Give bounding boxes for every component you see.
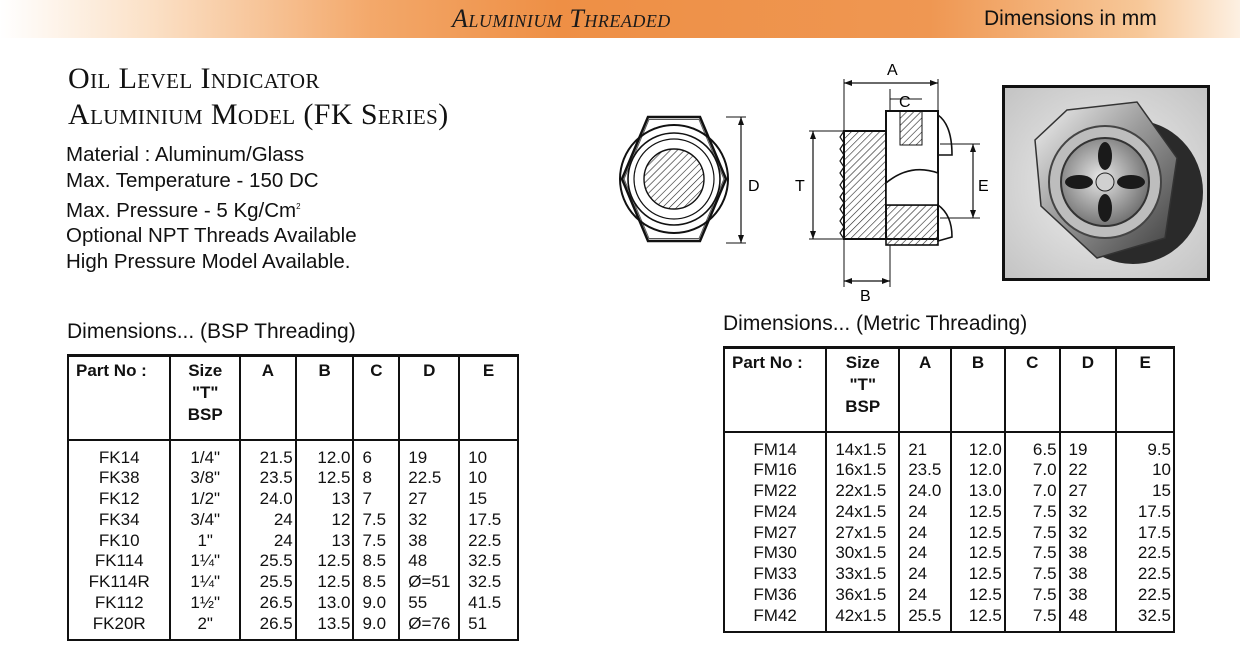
- table-cell: FM24: [753, 501, 797, 521]
- table-cell: 1¼": [190, 572, 221, 592]
- table-cell: 27: [408, 489, 428, 509]
- table-cell: FM14: [753, 439, 797, 459]
- table-cell: 22: [1068, 460, 1088, 480]
- table-cell: 48: [1068, 605, 1088, 625]
- column-b: [296, 440, 354, 640]
- table-cell: 24.0: [259, 489, 293, 509]
- table-cell: 32: [1068, 522, 1088, 542]
- table-cell: 13.0: [317, 593, 351, 613]
- table-cell: 24: [908, 585, 928, 605]
- table-cell: 10: [468, 468, 488, 488]
- table-cell: 26.5: [259, 613, 293, 633]
- table-cell: 23.5: [908, 460, 942, 480]
- column-a: [899, 432, 951, 632]
- header-c: C: [1005, 348, 1060, 432]
- table-cell: FM36: [753, 585, 797, 605]
- column-part: [68, 440, 170, 640]
- product-photo: [1002, 85, 1210, 281]
- table-cell: 1¼": [190, 551, 221, 571]
- table-cell: Ø=51: [408, 572, 451, 592]
- column-d: [1060, 432, 1117, 632]
- header-a: A: [899, 348, 951, 432]
- table-cell: 24: [908, 543, 928, 563]
- table-cell: 25.5: [259, 572, 293, 592]
- table-cell: 24: [908, 522, 928, 542]
- section-title: Aluminium Threaded: [452, 4, 671, 33]
- table-cell: FK112: [94, 593, 144, 613]
- table-cell: 3/8": [190, 468, 221, 488]
- header-d: D: [399, 356, 459, 440]
- dim-label-e: E: [978, 178, 989, 195]
- product-title-line2: Aluminium Model (FK Series): [68, 98, 449, 131]
- header-part-no: Part No :: [724, 348, 826, 432]
- table-cell: 21: [908, 439, 928, 459]
- spec-pressure-text: Max. Pressure - 5 Kg/Cm: [66, 198, 297, 222]
- table-cell: FM30: [753, 543, 797, 563]
- table-cell: FK114R: [88, 572, 150, 592]
- table-cell: 22.5: [468, 530, 502, 550]
- spec-temperature: Max. Temperature - 150 DC: [66, 168, 319, 192]
- table-cell: 25.5: [908, 605, 942, 625]
- spec-pressure: [66, 194, 357, 224]
- table-cell: 32: [408, 509, 428, 529]
- technical-drawing: [560, 55, 1000, 305]
- table-cell: 19: [1068, 439, 1088, 459]
- table-cell: 41.5: [468, 593, 502, 613]
- table-cell: 7.5: [1032, 522, 1057, 542]
- table-cell: 32.5: [1137, 605, 1171, 625]
- table-cell: 12.5: [968, 564, 1002, 584]
- table-cell: FK34: [98, 509, 140, 529]
- table-cell: 32: [1068, 501, 1088, 521]
- spec-npt: Optional NPT Threads Available: [66, 224, 357, 248]
- header-part-no: Part No :: [68, 356, 170, 440]
- table-cell: 13.5: [317, 613, 351, 633]
- header-size-line3: BSP: [845, 397, 881, 416]
- table-cell: 8.5: [362, 551, 387, 571]
- table-cell: 12.0: [968, 460, 1002, 480]
- column-e: [459, 440, 518, 640]
- table-cell: 25.5: [259, 551, 293, 571]
- header-d: D: [1060, 348, 1117, 432]
- table-cell: 21.5: [259, 447, 293, 467]
- table-cell: 33x1.5: [835, 564, 887, 584]
- table-cell: 23.5: [259, 468, 293, 488]
- table-cell: 30x1.5: [835, 543, 887, 563]
- table-cell: 10: [1152, 460, 1171, 480]
- header-size-line1: Size: [845, 353, 880, 372]
- table-cell: 22.5: [1137, 564, 1171, 584]
- table-cell: 22.5: [1137, 585, 1171, 605]
- table-cell: 12.5: [317, 572, 351, 592]
- table-cell: 24: [908, 564, 928, 584]
- bsp-table-caption: Dimensions... (BSP Threading): [67, 320, 356, 343]
- product-title-line1: Oil Level Indicator: [68, 62, 320, 95]
- spec-high-pressure: High Pressure Model Available.: [66, 250, 351, 274]
- table-cell: 7.0: [1032, 481, 1057, 501]
- table-cell: 7: [362, 489, 372, 509]
- side-view: [809, 79, 980, 287]
- table-cell: 12.5: [968, 605, 1002, 625]
- table-cell: 1": [197, 530, 213, 550]
- table-cell: 24x1.5: [835, 501, 887, 521]
- table-cell: 32.5: [468, 551, 502, 571]
- table-cell: FK38: [98, 468, 140, 488]
- table-cell: 22.5: [408, 468, 442, 488]
- table-cell: 55: [408, 593, 428, 613]
- metric-table-caption: Dimensions... (Metric Threading): [723, 312, 1028, 335]
- table-cell: 7.5: [1032, 605, 1057, 625]
- table-cell: FK14: [98, 447, 140, 467]
- column-c: [1005, 432, 1060, 632]
- table-cell: FM22: [753, 481, 797, 501]
- header-a: A: [240, 356, 296, 440]
- column-part: [724, 432, 826, 632]
- table-cell: 24: [273, 509, 293, 529]
- units-note: Dimensions in mm: [984, 7, 1157, 30]
- header-size-line1: Size: [188, 361, 223, 380]
- table-cell: 8.5: [362, 572, 387, 592]
- table-cell: 17.5: [1137, 522, 1171, 542]
- column-a: [240, 440, 296, 640]
- spec-list: [66, 142, 357, 275]
- table-cell: 17.5: [468, 509, 502, 529]
- column-c: [353, 440, 399, 640]
- table-cell: 7.5: [1032, 564, 1057, 584]
- table-cell: 7.5: [1032, 585, 1057, 605]
- table-cell: 7.5: [362, 530, 387, 550]
- table-cell: FM16: [753, 460, 797, 480]
- header-bar: [0, 0, 1240, 38]
- table-cell: 32.5: [468, 572, 502, 592]
- metric-dimensions-table: [723, 346, 1175, 633]
- table-cell: 12.5: [317, 551, 351, 571]
- table-cell: 12: [331, 509, 351, 529]
- front-view: [620, 117, 746, 243]
- table-cell: 12.5: [968, 585, 1002, 605]
- table-cell: 42x1.5: [835, 605, 887, 625]
- table-cell: 13: [331, 530, 351, 550]
- table-cell: 1/4": [190, 447, 221, 467]
- header-b: B: [296, 356, 354, 440]
- table-cell: 24: [273, 530, 293, 550]
- product-photo-illustration: [1005, 88, 1207, 278]
- table-cell: 12.5: [968, 501, 1002, 521]
- table-cell: 9.5: [1147, 439, 1171, 459]
- table-cell: 6.5: [1032, 439, 1057, 459]
- dim-label-b: B: [860, 288, 871, 305]
- table-cell: 1½": [190, 593, 221, 613]
- table-cell: 13.0: [968, 481, 1002, 501]
- table-cell: 38: [1068, 585, 1088, 605]
- column-d: [399, 440, 459, 640]
- table-cell: 7.5: [1032, 501, 1057, 521]
- table-cell: 6: [362, 447, 372, 467]
- table-cell: 12.5: [968, 522, 1002, 542]
- header-e: E: [1116, 348, 1174, 432]
- table-cell: 22x1.5: [835, 481, 887, 501]
- table-cell: 38: [408, 530, 428, 550]
- table-cell: 13: [331, 489, 351, 509]
- table-cell: 16x1.5: [835, 460, 887, 480]
- table-cell: FK12: [98, 489, 140, 509]
- table-cell: 24: [908, 501, 928, 521]
- column-size: [826, 432, 899, 632]
- table-cell: 8: [362, 468, 372, 488]
- header-size-line2: "T": [849, 375, 877, 394]
- table-cell: 17.5: [1137, 501, 1171, 521]
- header-b: B: [951, 348, 1005, 432]
- dim-label-a: A: [887, 62, 898, 79]
- header-c: C: [353, 356, 399, 440]
- table-cell: FK114: [94, 551, 144, 571]
- table-cell: 15: [468, 489, 488, 509]
- table-cell: 9.0: [362, 593, 387, 613]
- table-header-row: [68, 356, 518, 440]
- table-cell: Ø=76: [408, 613, 451, 633]
- table-cell: 38: [1068, 564, 1088, 584]
- table-cell: 1/2": [190, 489, 221, 509]
- column-e: [1116, 432, 1174, 632]
- table-cell: 2": [197, 613, 213, 633]
- table-cell: 51: [468, 613, 488, 633]
- table-cell: 3/4": [190, 509, 221, 529]
- table-cell: 22.5: [1137, 543, 1171, 563]
- table-cell: 27: [1068, 481, 1088, 501]
- table-header-row: [724, 348, 1174, 432]
- dim-label-d-front: D: [748, 178, 760, 195]
- table-cell: 12.0: [968, 439, 1002, 459]
- table-body-row: [68, 440, 518, 640]
- table-cell: FM42: [753, 605, 797, 625]
- table-cell: FK10: [98, 530, 140, 550]
- spec-material: Material : Aluminum/Glass: [66, 143, 305, 166]
- table-cell: 15: [1152, 481, 1171, 501]
- table-cell: 27x1.5: [835, 522, 887, 542]
- bsp-dimensions-table: [67, 354, 519, 641]
- dim-label-t: T: [795, 178, 805, 195]
- table-cell: FM33: [753, 564, 797, 584]
- column-size: [170, 440, 240, 640]
- table-cell: 9.0: [362, 613, 387, 633]
- table-cell: 7.5: [1032, 543, 1057, 563]
- table-cell: 14x1.5: [835, 439, 887, 459]
- table-cell: 36x1.5: [835, 585, 887, 605]
- table-cell: 19: [408, 447, 428, 467]
- table-cell: 12.5: [317, 468, 351, 488]
- table-cell: 38: [1068, 543, 1088, 563]
- header-e: E: [459, 356, 518, 440]
- header-size: [826, 348, 899, 432]
- pressure-unit-superscript: 2: [296, 201, 301, 211]
- table-cell: 48: [408, 551, 428, 571]
- column-b: [951, 432, 1005, 632]
- header-size-line3: BSP: [187, 405, 223, 424]
- table-body-row: [724, 432, 1174, 632]
- table-cell: 7.0: [1032, 460, 1057, 480]
- table-cell: 7.5: [362, 509, 387, 529]
- table-cell: FM27: [753, 522, 797, 542]
- table-cell: 12.0: [317, 447, 351, 467]
- header-size-line2: "T": [191, 383, 219, 402]
- table-cell: 26.5: [259, 593, 293, 613]
- dim-label-c: C: [899, 94, 911, 111]
- table-cell: 10: [468, 447, 488, 467]
- table-cell: FK20R: [92, 613, 146, 633]
- table-cell: 12.5: [968, 543, 1002, 563]
- header-size: [170, 356, 240, 440]
- table-cell: 24.0: [908, 481, 942, 501]
